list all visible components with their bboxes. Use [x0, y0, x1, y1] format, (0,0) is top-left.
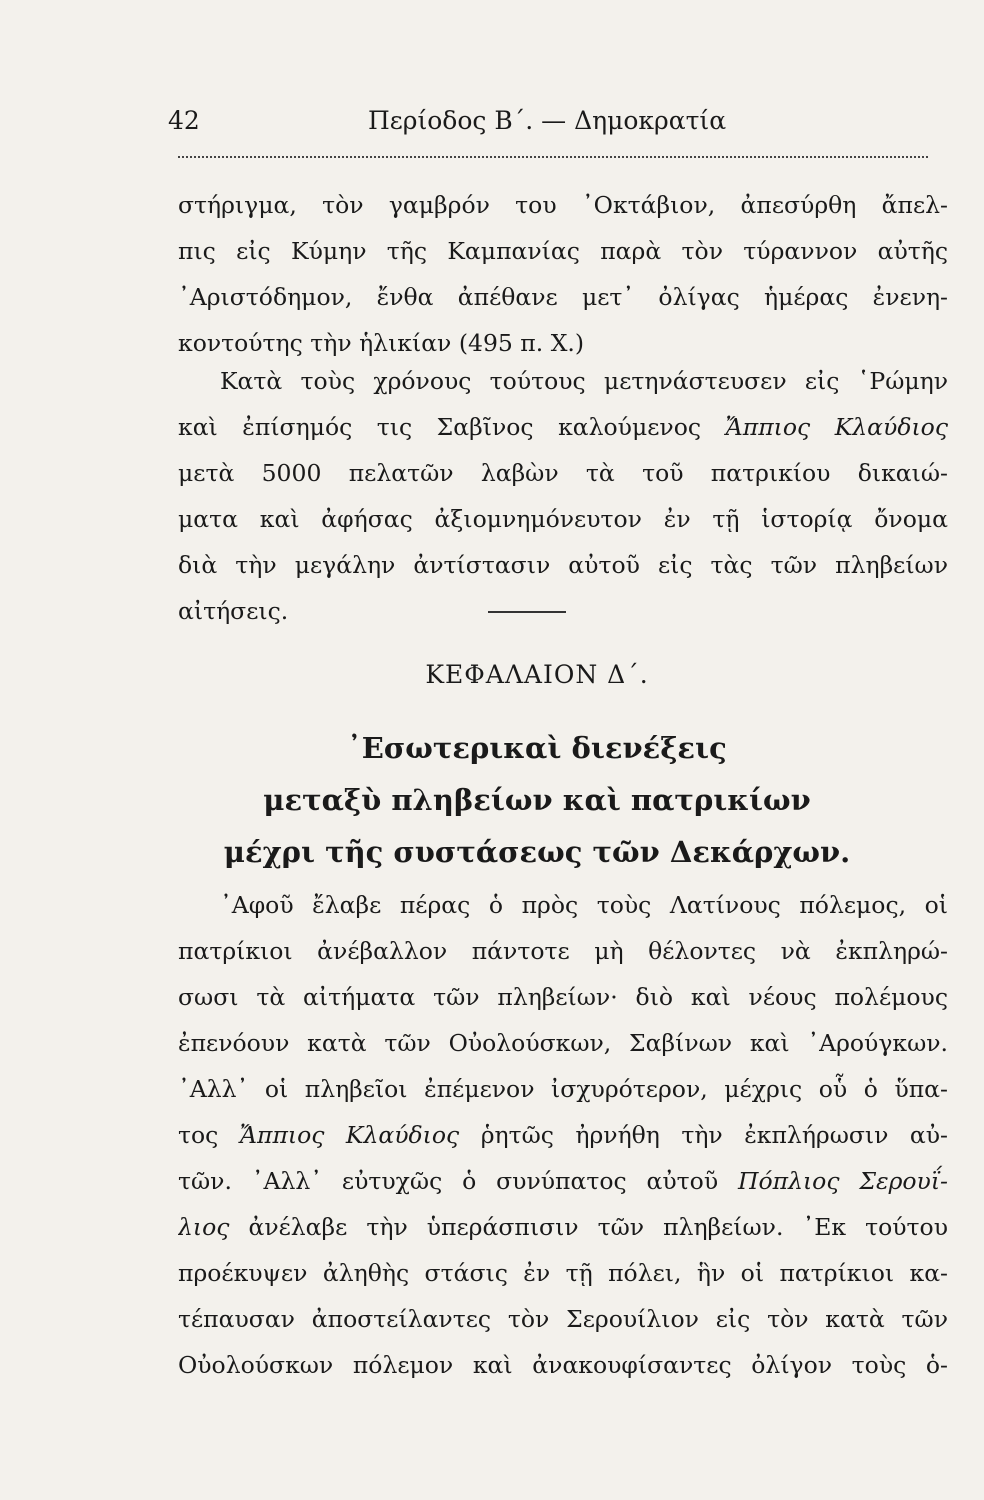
text-run: Οὐολούσκων πόλεμον καὶ ἀνακουφίσαντες ὀλίγον τοὺς ὁ- [178, 1351, 948, 1379]
italic-name: Ἄππιος Κλαύδιος [239, 1121, 460, 1149]
text-run: διὰ τὴν μεγάλην ἀντίστασιν αὐτοῦ εἰς τὰς τῶν πληβείων [178, 551, 948, 579]
text-run: σωσι τὰ αἰτήματα τῶν πληβείων· διὸ καὶ νέους πολέμους [178, 983, 948, 1011]
text-line [178, 882, 948, 928]
text-run: τος [178, 1121, 240, 1149]
running-head [168, 106, 928, 146]
text-line [178, 928, 948, 974]
text-run: ἐπενόουν κατὰ τῶν Οὐολούσκων, Σαβίνων καὶ ᾿Αρούγκων. [178, 1029, 948, 1057]
text-line: στήριγμα, τὸν γαμβρόν του ᾿Οκτάβιον, ἀπεσύρθη ἄπελ- [178, 191, 948, 219]
text-run: πατρίκιοι ἀνέβαλλον πάντοτε μὴ θέλοντες νὰ ἐκπληρώ- [178, 937, 948, 965]
text-run: ῥητῶς ἠρνήθη τὴν ἐκπλήρωσιν αὐ- [459, 1121, 948, 1149]
text-run: τῶν. ᾿Αλλ᾿ εὐτυχῶς ὁ συνύπατος αὐτοῦ [178, 1167, 738, 1195]
text-line [178, 450, 948, 496]
section-divider [488, 611, 566, 613]
text-line [178, 974, 948, 1020]
text-line [178, 1204, 948, 1250]
text-run: μετὰ 5000 πελατῶν λαβὼν τὰ τοῦ πατρικίου δικαιώ- [178, 459, 948, 487]
text-line [178, 1020, 948, 1066]
text-line [178, 404, 948, 450]
chapter-title [0, 722, 984, 878]
page-number: 42 [168, 106, 200, 135]
text-line: ᾿Αριστόδημον, ἔνθα ἀπέθανε μετ᾿ ὀλίγας ἡμέρας ἐνενη- [178, 283, 948, 311]
italic-name: Πόπλιος Σερουΐ- [737, 1167, 948, 1195]
text-line [178, 496, 948, 542]
text-line: κοντούτης τὴν ἡλικίαν (495 π. Χ.) [178, 329, 585, 357]
paragraph-continuation [178, 182, 948, 366]
text-run: καὶ ἐπίσημός τις Σαβῖνος καλούμενος [178, 413, 726, 441]
text-line [178, 1250, 948, 1296]
text-line: πις εἰς Κύμην τῆς Καμπανίας παρὰ τὸν τύραννον αὐτῆς [178, 237, 948, 265]
text-run: ἀνέλαβε τὴν ὑπεράσπισιν τῶν πληβείων. ᾿Εκ τούτου [229, 1213, 948, 1241]
text-run: τέπαυσαν ἀποστείλαντες τὸν Σερουίλιον εἰς τὸν κατὰ τῶν [178, 1305, 948, 1333]
text-run: Κατὰ τοὺς χρόνους τούτους μετηνάστευσεν εἰς ῾Ρώμην [220, 367, 948, 395]
chapter-title-line: μεταξὺ πληβείων καὶ πατρικίων [263, 783, 811, 817]
paragraph-latin-war [178, 882, 948, 1388]
paragraph-sabinus [178, 358, 948, 634]
text-run: ᾿Αφοῦ ἔλαβε πέρας ὁ πρὸς τοὺς Λατίνους πόλεμος, οἱ [220, 891, 948, 919]
chapter-title-line: ᾿Εσωτερικαὶ διενέξεις [347, 731, 727, 765]
text-line [178, 1158, 948, 1204]
text-line [178, 1342, 948, 1388]
chapter-label: ΚΕΦΑΛΑΙΟΝ Δ΄. [425, 660, 649, 689]
italic-name: Ἄππιος Κλαύδιος [725, 413, 948, 441]
text-run: ᾿Αλλ᾿ οἱ πληβεῖοι ἐπέμενον ἰσχυρότερον, μέχρις οὗ ὁ ὕπα- [178, 1075, 948, 1103]
chapter-title-line: μέχρι τῆς συστάσεως τῶν Δεκάρχων. [223, 835, 851, 869]
italic-name: λιος [178, 1213, 230, 1241]
text-line [178, 1296, 948, 1342]
text-line [178, 358, 948, 404]
running-title: Περίοδος Β΄. — Δημοκρατία [368, 106, 727, 135]
text-run: ματα καὶ ἀφήσας ἀξιομνημόνευτον ἐν τῇ ἱστορίᾳ ὄνομα [178, 505, 948, 533]
text-line [178, 1066, 948, 1112]
text-run: αἰτήσεις. [178, 597, 289, 625]
text-run: προέκυψεν ἀληθὴς στάσις ἐν τῇ πόλει, ἣν οἱ πατρίκιοι κα- [178, 1259, 948, 1287]
header-dotted-rule [178, 156, 928, 158]
text-line [178, 542, 948, 588]
text-line [178, 1112, 948, 1158]
